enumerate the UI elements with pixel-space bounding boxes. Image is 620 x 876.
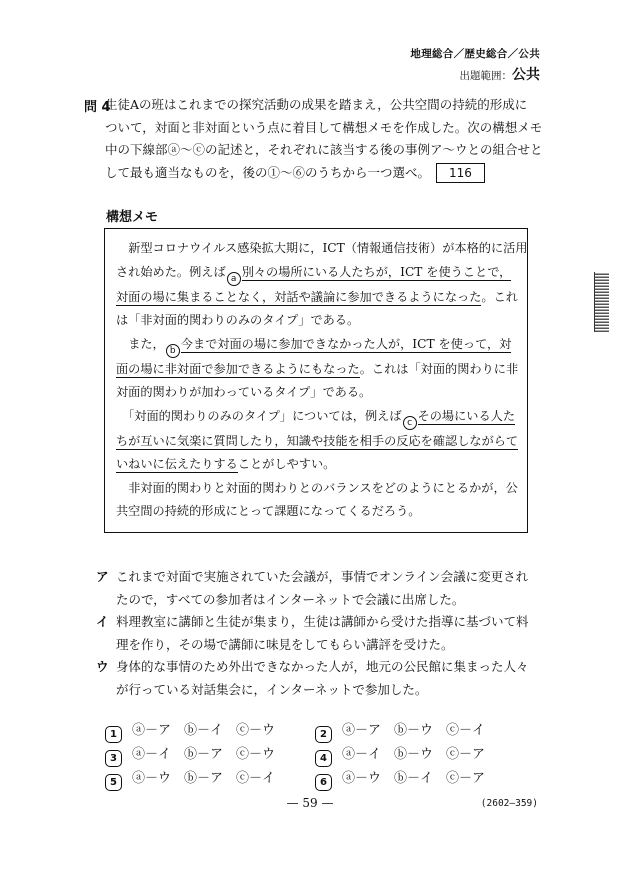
underline-c: ちが互いに気楽に質問したり，知識や技能を相手の反応を確認しながらて [116,433,519,448]
case-item [96,656,536,701]
memo-text [116,237,528,524]
question-line: 生徒Aの班はこれまでの探究活動の成果を踏まえ，公共空間の持続的形成に [105,97,528,112]
option-text: ⓐ－ア ⓑ－ウ ⓒ－イ [342,723,486,738]
underline-b: 今まで対面の場に参加できなかった人が，ICT を使って，対 [180,336,512,351]
memo-text-segment: 。これ [481,289,518,304]
case-item [96,611,536,656]
memo-text-segment: 「対面的関わりのみのタイプ」については，例えば [128,408,402,423]
option-4[interactable] [315,743,525,767]
case-text: が行っている対話集会に，インターネットで参加した。 [116,681,428,697]
memo-line [116,358,518,382]
option-5[interactable] [105,767,315,791]
option-row [105,767,545,791]
memo-line [116,430,518,454]
underline-a: 対面の場に集まることなく，対話や議論に参加できるようになった [116,289,482,304]
option-row [105,743,545,767]
exam-range [460,64,541,84]
memo-line: 共空間の持続的形成にとって課題になってくるだろう。 [116,504,421,518]
option-2[interactable] [315,719,525,743]
memo-text-segment: 非対面的関わりと対面的関わりとのバランスをどのようにとるかが，公 [128,480,518,495]
example-cases [96,566,536,701]
memo-line [116,286,518,310]
memo-text-segment: 新型コロナウイルス感染拡大期に，ICT（情報通信技術）が本格的に活用 [128,241,528,255]
memo-line [116,453,518,477]
option-number: 1 [105,726,122,743]
case-text: 料理教室に講師と生徒が集まり，生徒は講師から受けた指導に基づいて料 [116,614,529,629]
option-text: ⓐ－イ ⓑ－ア ⓒ－ウ [132,747,276,762]
memo-line: 対面的関わりが加わっているタイプ」である。 [116,385,372,399]
memo-text-segment: 。これは「対面的関わりに非 [359,361,519,376]
memo-line: は「非対面的関わりのみのタイプ」である。 [116,313,360,327]
memo-text-segment: ことがしやすい。 [237,457,336,471]
question-line: ついて，対面と非対面という点に着目して構想メモを作成した。次の構想メモ [105,119,543,135]
option-1[interactable] [105,719,315,743]
option-number: 6 [315,774,332,791]
question-line [105,162,535,185]
answer-options [105,719,545,791]
memo-text-segment: また， [128,336,165,351]
option-text: ⓐ－ウ ⓑ－イ ⓒ－ア [342,771,486,786]
memo-line [116,405,518,430]
question-line: 中の下線部ⓐ～ⓒの記述と，それぞれに該当する後の事例ア～ウとの組合せと [105,142,543,157]
case-item [96,566,536,611]
option-3[interactable] [105,743,315,767]
option-number: 3 [105,750,122,767]
case-key: ウ [96,659,109,674]
case-text: 身体的な事情のため外出できなかった人が，地元の公民館に集まった人々 [116,659,529,674]
option-number: 5 [105,774,122,791]
underline-c: その場にいる人た [417,408,516,423]
underline-b: 面の場に非対面で参加できるようにもなった [116,361,360,376]
question-line-text: して最も適当なものを，後の①～⑥のうちから一つ選べ。 [105,164,431,180]
question-label: 問 4 [84,100,111,115]
memo-line [116,477,518,501]
question-text [105,94,543,184]
memo-line [116,237,528,261]
marker-b: b [166,344,180,358]
underline-a: 別々の場所にいる人たちが，ICT を使うことで， [241,264,512,279]
marker-a: a [227,272,241,286]
memo-text-segment: され始めた。例えば [116,264,226,279]
marker-c: c [403,416,417,430]
range-value: 公共 [512,67,540,83]
range-label: 出題範囲： [459,70,512,82]
case-text: たので，すべての参加者はインターネットで会議に出席した。 [116,591,465,607]
case-text: これまで対面で実施されていた会議が，事情でオンライン会議に変更され [116,569,529,584]
memo-line [116,261,518,286]
underline-c: いねいに伝えたりする [116,457,238,471]
case-key: イ [96,614,109,629]
page-number: — 59 — [286,796,334,810]
subjects-header: 地理総合／歴史総合／公共 [410,48,540,60]
memo-title: 構想メモ [106,210,159,225]
option-row [105,719,545,743]
index-tab-mark [594,272,609,332]
option-text: ⓐ－ア ⓑ－イ ⓒ－ウ [132,723,276,738]
option-number: 2 [315,726,332,743]
option-6[interactable] [315,767,525,791]
answer-number-box[interactable]: 116 [436,163,485,183]
exam-code: (2602—359) [480,798,538,809]
case-key: ア [96,569,109,584]
option-text: ⓐ－ウ ⓑ－ア ⓒ－イ [132,771,276,786]
option-text: ⓐ－イ ⓑ－ウ ⓒ－ア [342,747,486,762]
memo-line [116,333,518,358]
option-number: 4 [315,750,332,767]
case-text: 理を作り，その場で講師に味見をしてもらい講評を受けた。 [116,636,454,652]
